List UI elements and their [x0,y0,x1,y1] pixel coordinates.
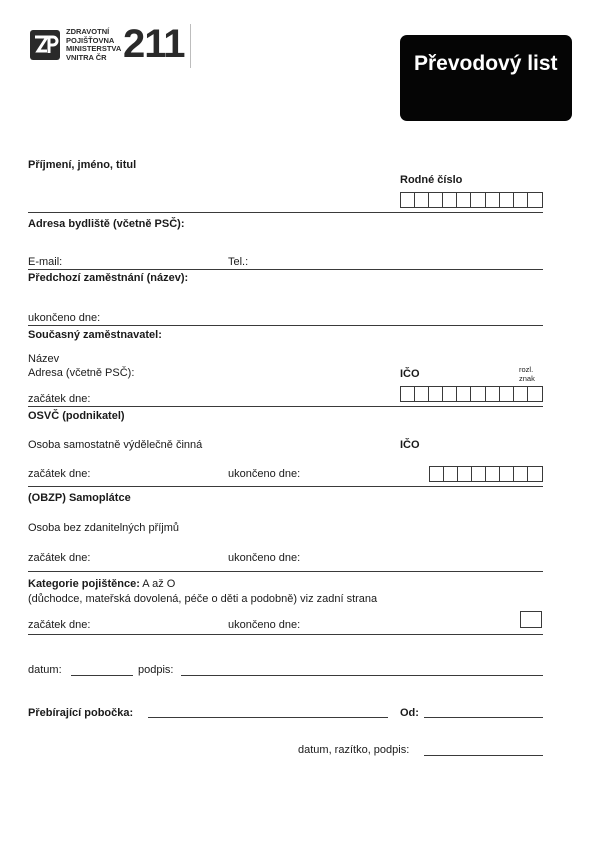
logo-icon [30,30,60,60]
category-desc: (důchodce, mateřská dovolená, péče o děti a podobně) viz zadní strana [28,593,378,605]
osvc-ico-boxes[interactable] [429,466,543,482]
divider [28,325,543,326]
obzp-desc: Osoba bez zdanitelných příjmů [28,522,180,534]
check-char-label: rozl. znak [519,365,535,383]
employer-address-label: Adresa (včetně PSČ): [28,367,135,379]
date-field[interactable] [71,675,133,676]
email-label: E-mail: [28,256,63,268]
phone-label: Tel.: [228,256,249,268]
employer-start-label: začátek dne: [28,393,91,405]
osvc-desc: Osoba samostatně výdělečně činná [28,439,203,451]
obzp-end-label: ukončeno dne: [228,552,301,564]
divider [28,212,543,213]
osvc-end-label: ukončeno dne: [228,468,301,480]
divider [28,486,543,487]
divider [28,634,543,635]
employer-name-label: Název [28,353,60,365]
date-label: datum: [28,664,62,676]
current-employer-label: Současný zaměstnavatel: [28,329,162,341]
divider [28,406,543,407]
previous-employment-label: Předchozí zaměstnání (název): [28,272,189,284]
stamp-field[interactable] [424,755,543,756]
logo-number: 211 [123,22,185,66]
from-field[interactable] [424,717,543,718]
birth-number-boxes[interactable] [400,192,543,208]
divider [28,571,543,572]
stamp-label: datum, razítko, podpis: [298,744,410,756]
title-box [400,35,572,121]
name-label: Příjmení, jméno, titul [28,159,137,171]
category-end-label: ukončeno dne: [228,619,301,631]
branch-field[interactable] [148,717,388,718]
employer-ico-boxes[interactable] [400,386,543,402]
osvc-start-label: začátek dne: [28,468,91,480]
page-title: Převodový list [414,52,558,75]
previous-ended-label: ukončeno dne: [28,312,101,324]
category-start-label: začátek dne: [28,619,91,631]
osvc-label: OSVČ (podnikatel) [28,410,125,422]
category-label: Kategorie pojištěnce: A až O [28,578,176,590]
obzp-label: (OBZP) Samoplátce [28,492,131,504]
obzp-start-label: začátek dne: [28,552,91,564]
birth-number-label: Rodné číslo [400,174,463,186]
employer-ico-label: IČO [400,368,420,380]
logo-text: ZDRAVOTNÍ POJIŠŤOVNA MINISTERSTVA VNITRA ČR [66,27,122,62]
sign-label: podpis: [138,664,174,676]
logo-separator [190,24,191,68]
from-label: Od: [400,707,419,719]
address-label: Adresa bydliště (včetně PSČ): [28,218,185,230]
divider [28,269,543,270]
category-checkbox[interactable] [520,611,542,628]
sign-field[interactable] [181,675,543,676]
osvc-ico-label: IČO [400,439,420,451]
branch-label: Přebírající pobočka: [28,707,134,719]
